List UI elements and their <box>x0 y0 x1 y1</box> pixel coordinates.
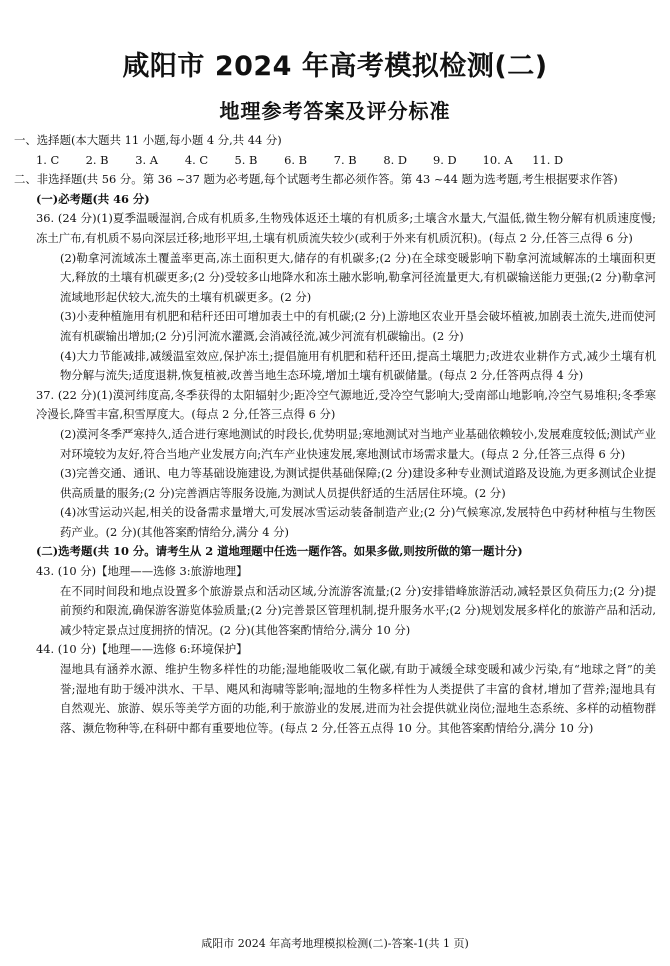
answer-10: 10. A <box>482 152 513 167</box>
answer-9: 9. D <box>433 152 457 167</box>
page-subtitle: 地理参考答案及评分标准 <box>219 99 451 123</box>
required-section-heading: (一)必考题(共 46 分) <box>36 191 150 206</box>
answer-4: 4. C <box>184 152 209 167</box>
q43-heading: 43. (10 分)【地理——选修 3:旅游地理】 <box>36 564 248 579</box>
answer-3: 3. A <box>135 152 158 167</box>
part1-heading: 一、选择题(本大题共 11 小题,每小题 4 分,共 44 分) <box>14 133 282 147</box>
answer-6: 6. B <box>284 152 307 167</box>
choice-answers <box>14 151 656 171</box>
page-title: 咸阳市 2024 年高考模拟检测(二) <box>122 51 548 82</box>
q44-heading: 44. (10 分)【地理——选修 6:环境保护】 <box>36 642 248 657</box>
answer-11: 11. D <box>532 152 564 167</box>
answer-2: 2. B <box>85 152 109 167</box>
page-footer: 咸阳市 2024 年高考地理模拟检测(二)-答案-1(共 1 页) <box>201 937 469 950</box>
answer-7: 7. B <box>333 152 357 167</box>
q36-part2: (2)勒拿河流域冻土覆盖率更高,冻土面积更大,储存的有机碳多;(2 分)在全球变暖影响下勒拿河流域解冻的土壤面积更大,释放的土壤有机碳更多;(2 分)受较多山地降水和冻土融水影响,勒拿河径流量更大,有机碳输送能力更强;(2 分)勒拿河流域地形起伏较大,流失的土壤有机碳更多。(2 分) <box>60 250 656 304</box>
q44-body: 湿地具有涵养水源、维护生物多样性的功能;湿地能吸收二氧化碳,有助于减缓全球变暖和减少污染,有“地球之肾”的美誉;湿地有助于缓冲洪水、干旱、飓风和海啸等影响;湿地的生物多样性为人类提供了丰富的食材,增加了营养;湿地具有自然观光、旅游、娱乐等美学方面的功能,利于旅游业的发展,进而为社会提供就业岗位;湿地生态系统、多样的动植物群落、濒危物种等,在科研中都有重要地位等。(每点 2 分,任答五点得 10 分。其他答案酌情给分,满分 10 分) <box>60 662 656 735</box>
q43-body: 在不同时间段和地点设置多个旅游景点和活动区域,分流游客流量;(2 分)安排错峰旅游活动,减轻景区负荷压力;(2 分)提前预约和限流,确保游客游览体验质量;(2 分)完善景区管理机制,提升服务水平;(2 分)规划发展多样化的旅游产品和活动,减少特定景点过度拥挤的情况。(2 分)(其他答案酌情给分,满分 10 分) <box>60 583 656 637</box>
q36-part1: 36. (24 分)(1)夏季温暖湿润,合成有机质多,生物残体返还土壤的有机质多;土壤含水量大,气温低,微生物分解有机质速度慢;冻土广布,有机质不易向深层迁移;地形平坦,土壤有机质流失较少(或利于外来有机质沉积)。(每点 2 分,任答三点得 6 分) <box>36 211 656 245</box>
part2-heading: 二、非选择题(共 56 分。第 36 ~37 题为必考题,每个试题考生都必须作答。第 43 ~44 题为选考题,考生根据要求作答) <box>14 172 618 187</box>
answer-5: 5. B <box>234 152 258 167</box>
q36-part3: (3)小麦种植施用有机肥和秸秆还田可增加表土中的有机碳;(2 分)上游地区农业开垦会破坏植被,加剧表土流失,进而使河流有机碳输出增加;(2 分)引河流水灌溉,会消减径流,减少河流有机碳输出。(2 分) <box>60 309 656 343</box>
elective-section-heading: (二)选考题(共 10 分。请考生从 2 道地理题中任选一题作答。如果多做,则按所做的第一题计分) <box>36 544 523 559</box>
answer-content <box>14 131 656 738</box>
answer-8: 8. D <box>383 152 407 167</box>
q37-part2: (2)漠河冬季严寒持久,适合进行寒地测试的时段长,优势明显;寒地测试对当地产业基础依赖较小,发展难度较低;测试产业对环境较为友好,符合当地产业发展方向;汽车产业快速发展,寒地测试市场需求量大。(每点 2 分,任答三点得 6 分) <box>60 426 656 461</box>
q37-part3: (3)完善交通、通讯、电力等基础设施建设,为测试提供基础保障;(2 分)建设多种专业测试道路及设施,为更多测试企业提供高质量的服务;(2 分)完善酒店等服务设施,为测试人员提供舒适的生活居住环境。(2 分) <box>60 466 656 500</box>
q36-part4: (4)大力节能减排,减缓温室效应,保护冻土;提倡施用有机肥和秸秆还田,提高土壤肥力;改进农业耕作方式,减少土壤有机物分解与流失;适度退耕,恢复植被,改善当地生态环境,增加土壤有机碳储量。(每点 2 分,任答两点得 4 分) <box>60 348 656 383</box>
answer-1: 1. C <box>36 152 60 167</box>
q37-part1: 37. (22 分)(1)漠河纬度高,冬季获得的太阳辐射少;距冷空气源地近,受冷空气影响大;受南部山地影响,冷空气易堆积;冬季寒冷漫长,降雪丰富,积雪厚度大。(每点 2 分,任答三点得 6 分) <box>36 387 656 422</box>
q37-part4: (4)冰雪运动兴起,相关的设备需求量增大,可发展冰雪运动装备制造产业;(2 分)气候寒凉,发展特色中药材种植与生物医药产业。(2 分)(其他答案酌情给分,满分 4 分) <box>60 505 656 539</box>
